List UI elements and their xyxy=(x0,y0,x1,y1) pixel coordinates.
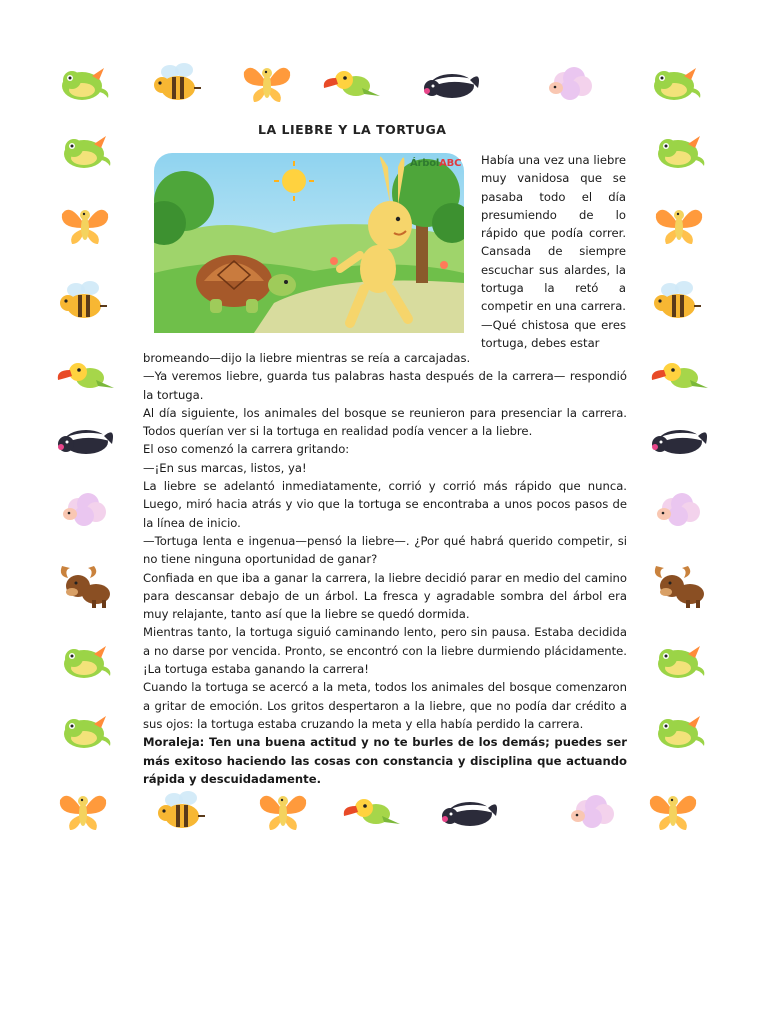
sheep-icon xyxy=(54,484,116,534)
moral-text: Ten una buena actitud y no te burles de los demás; puedes ser más exitoso haciendo las cosas con constancia y disciplina que actuando rápida y descuidadamente. xyxy=(143,735,627,786)
moose-icon xyxy=(54,560,116,610)
moral-label: Moraleja: xyxy=(143,735,205,750)
sheep-icon xyxy=(540,58,602,108)
bee-icon xyxy=(648,276,710,326)
skunk-icon xyxy=(54,414,116,464)
butterfly-icon xyxy=(52,786,114,836)
paragraph: bromeando—dijo la liebre mientras se reía a carcajadas. xyxy=(143,351,471,365)
skunk-icon xyxy=(420,58,482,108)
moose-icon xyxy=(648,560,710,610)
paragraph: —Tortuga lenta e ingenua—pensó la liebre—. ¿Por qué habrá querido competir, si no tiene ninguna oportunidad de ganar? xyxy=(143,533,627,567)
butterfly-icon xyxy=(252,786,314,836)
dragon-icon xyxy=(648,126,710,176)
skunk-icon xyxy=(648,414,710,464)
dragon-icon xyxy=(648,706,710,756)
bee-icon xyxy=(152,786,214,836)
story-body xyxy=(143,349,627,788)
butterfly-icon xyxy=(642,786,704,836)
dragon-icon xyxy=(644,58,706,108)
dragon-icon xyxy=(648,636,710,686)
arbolabc-logo: ÁrbolABC xyxy=(410,158,462,169)
dragon-icon xyxy=(52,58,114,108)
story-title: LA LIEBRE Y LA TORTUGA xyxy=(258,122,447,137)
toucan-icon xyxy=(320,58,382,108)
story-illustration xyxy=(154,153,464,333)
moral-paragraph xyxy=(143,733,627,788)
paragraph: Mientras tanto, la tortuga siguió caminando lento, pero sin pausa. Estaba decidida a no darse por vencida. Pronto, se encontró con la liebre durmiendo plácidamente. ¡La tortuga estaba ganando la carrera! xyxy=(143,625,627,677)
butterfly-icon xyxy=(648,200,710,250)
paragraph: Cuando la tortuga se acercó a la meta, todos los animales del bosque comenzaron a gritar de emoción. Los gritos despertaron a la liebre, que no podía dar crédito a sus ojos: la tortuga estaba cruzando la meta y ella había perdido la carrera. xyxy=(143,680,627,731)
toucan-icon xyxy=(648,350,710,400)
bee-icon xyxy=(54,276,116,326)
butterfly-icon xyxy=(54,200,116,250)
sheep-icon xyxy=(648,484,710,534)
paragraph: —Ya veremos liebre, guarda tus palabras hasta después de la carrera— respondió la tortuga. xyxy=(143,369,627,402)
paragraph: Confiada en que iba a ganar la carrera, la liebre decidió parar en medio del camino para descansar debajo de un árbol. La fresca y agradable sombra del árbol era muy relajante, tanto así que la liebre se quedó dormida. xyxy=(143,570,627,622)
toucan-icon xyxy=(340,786,402,836)
dragon-icon xyxy=(54,636,116,686)
intro-paragraph: Había una vez una liebre muy vanidosa que se pasaba todo el día presumiendo de lo rápido que podía correr. Cansada de siempre escuchar sus alardes, la tortuga la retó a competir en una carrera. —Qué chistosa que eres tortuga, debes estar xyxy=(481,153,626,350)
toucan-icon xyxy=(54,350,116,400)
skunk-icon xyxy=(438,786,500,836)
paragraph: Al día siguiente, los animales del bosque se reunieron para presenciar la carrera. Todos querían ver si la tortuga en realidad podía vencer a la liebre. xyxy=(143,405,627,439)
dragon-icon xyxy=(54,706,116,756)
sheep-icon xyxy=(562,786,624,836)
bee-icon xyxy=(148,58,210,108)
hare-and-tortoise-illustration xyxy=(154,153,464,333)
paragraph: El oso comenzó la carrera gritando: xyxy=(143,442,350,457)
paragraph: —¡En sus marcas, listos, ya! xyxy=(143,460,307,475)
paragraph: La liebre se adelantó inmediatamente, corrió y corrió más rápido que nunca. Luego, miró hacia atrás y vio que la tortuga se encontraba a unos pocos pasos de la línea de inicio. xyxy=(143,479,627,530)
dragon-icon xyxy=(54,126,116,176)
butterfly-icon xyxy=(236,58,298,108)
